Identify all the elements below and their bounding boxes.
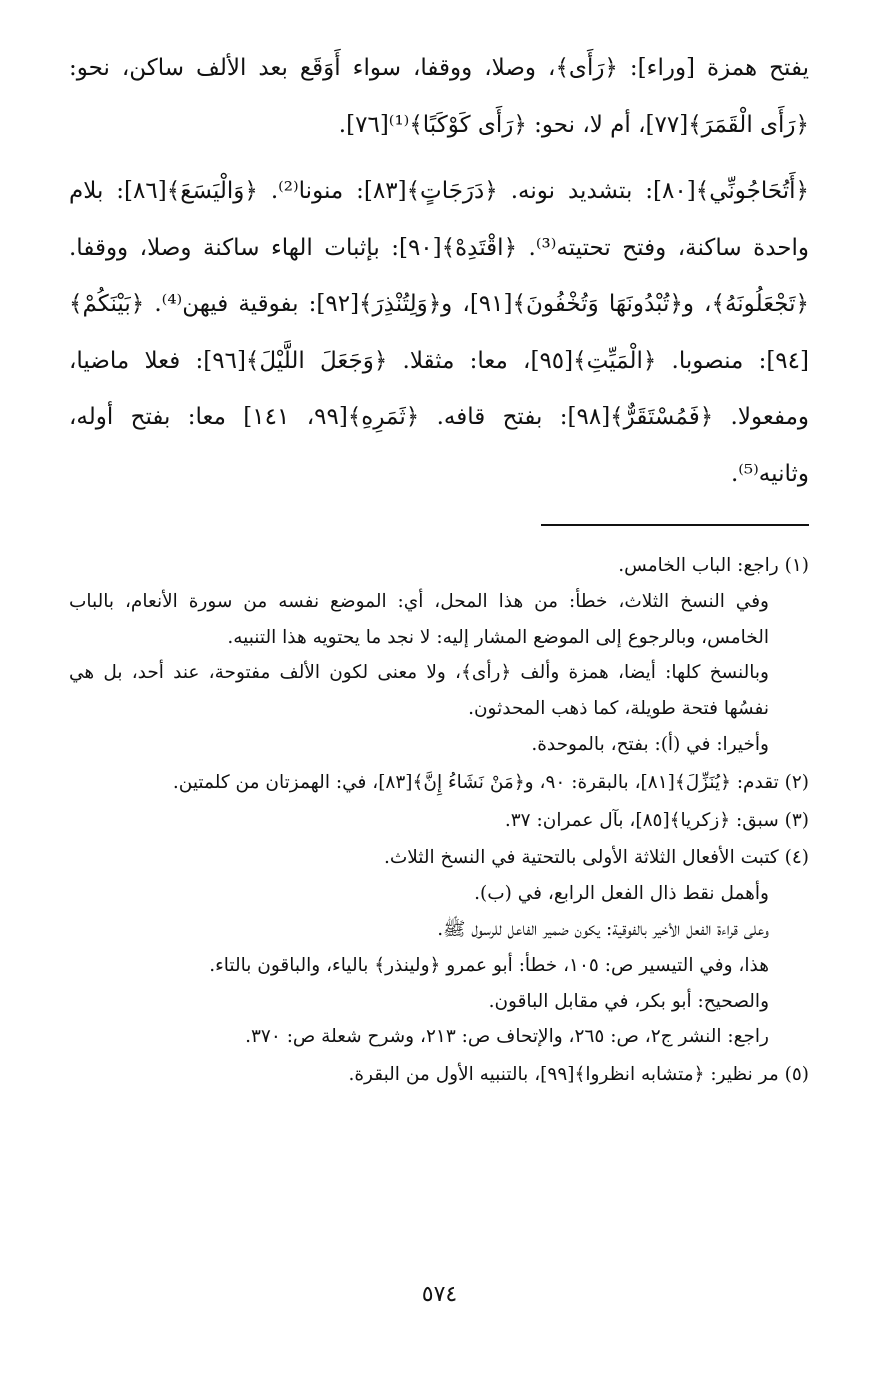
footnote-3 xyxy=(69,803,809,839)
footnotes-block xyxy=(69,548,809,1095)
footnote-text: راجع: النشر ج٢، ص: ٢٦٥، والإتحاف ص: ٢١٣، وشرح شعلة ص: ٣٧٠. xyxy=(245,1026,769,1048)
main-text-block xyxy=(69,40,809,502)
footnote-text: وبالنسخ كلها: أيضا، همزة وألف ﴿رأى﴾، ولا معنى لكون الألف مفتوحة، عند أحد، بل هي نفسُها فتحة طويلة، كما ذهب المحدثون. xyxy=(69,662,769,720)
footnote-text: وفي النسخ الثلاث، خطأ: من هذا المحل، أي: الموضع نفسه من سورة الأنعام، بالباب الخامس، وبالرجوع إلى الموضع المشار إليه: لا نجد ما يحتويه هذا التنبيه. xyxy=(69,590,769,648)
footnote-text: وأهمل نقط ذال الفعل الرابع، في (ب). xyxy=(474,883,769,905)
footnote-divider xyxy=(541,524,809,526)
footnote-4 xyxy=(69,840,809,1055)
main-paragraph-2: ﴿أَتُحَاجُونِّي﴾[٨٠]: بتشديد نونه. ﴿دَرَجَاتٍ﴾[٨٣]: منونا⁽²⁾. ﴿وَالْيَسَعَ﴾[٨٦]: بلام واحدة ساكنة، وفتح تحتيته⁽³⁾. ﴿اقْتَدِهْ﴾[٩٠]: بإثبات الهاء ساكنة وصلا، ووقفا. ﴿تَجْعَلُونَهُ﴾، و﴿تُبْدُونَهَا وَتُخْفُونَ﴾[٩١]، و﴿وَلِتُنْذِرَ﴾[٩٢]: بفوقية فيهن⁽⁴⁾. ﴿بَيْنَكُمْ﴾[٩٤]: منصوبا. ﴿الْمَيِّتِ﴾[٩٥]، معا: مثقلا. ﴿وَجَعَلَ اللَّيْلَ﴾[٩٦]: فعلا ماضيا، ومفعولا. ﴿فَمُسْتَقَرٌّ﴾[٩٨]: بفتح قافه. ﴿ثَمَرِهِ﴾[٩٩، ١٤١] معا: بفتح أوله، وثانيه⁽⁵⁾. xyxy=(69,178,810,487)
footnote-number: (٤) xyxy=(784,847,809,869)
footnote-text: كتبت الأفعال الثلاثة الأولى بالتحتية في النسخ الثلاث. xyxy=(383,847,779,869)
footnote-text: تقدم: ﴿يُنَزِّلَ﴾[٨١]، بالبقرة: ٩٠، و﴿مَنْ نَشَاءُ إِنَّ﴾[٨٣]، في: الهمزتان من كلمتين. xyxy=(172,771,779,793)
footnote-1 xyxy=(69,548,809,763)
footnote-number: (٥) xyxy=(784,1064,809,1086)
footnote-text: راجع: الباب الخامس. xyxy=(618,555,779,576)
footnote-number: (٢) xyxy=(784,771,809,793)
footnote-text: سبق: ﴿زكريا﴾[٨٥]، بآل عمران: ٣٧. xyxy=(504,809,779,831)
footnote-text: مر نظير: ﴿متشابه انظروا﴾[٩٩]، بالتنبيه الأول من البقرة. xyxy=(348,1064,779,1086)
footnote-text: وعلى قراءة الفعل الأخير بالفوقية: يكون ضمير الفاعل للرسول ﷺ. xyxy=(437,918,769,940)
footnote-5 xyxy=(69,1057,809,1093)
footnote-text: والصحيح: أبو بكر، في مقابل الباقون. xyxy=(488,990,769,1012)
page-number: ٥٧٤ xyxy=(421,1282,458,1307)
footnote-number: (٣) xyxy=(784,809,809,831)
footnote-number: (١) xyxy=(784,555,809,576)
main-paragraph-1: يفتح همزة [وراء]: ﴿رَأَى﴾، وصلا، ووقفا، سواء أَوَقَع بعد الألف ساكن، نحو: ﴿رَأَى الْقَمَرَ﴾[٧٧]، أم لا، نحو: ﴿رَأَى كَوْكَبًا﴾⁽¹⁾[٧٦]. xyxy=(69,55,809,138)
footnote-text: وأخيرا: في (أ): بفتح، بالموحدة. xyxy=(531,733,769,755)
footnote-text: هذا، وفي التيسير ص: ١٠٥، خطأ: أبو عمرو ﴿ولينذر﴾ بالياء، والباقون بالتاء. xyxy=(209,954,769,976)
footnote-2 xyxy=(69,765,809,801)
